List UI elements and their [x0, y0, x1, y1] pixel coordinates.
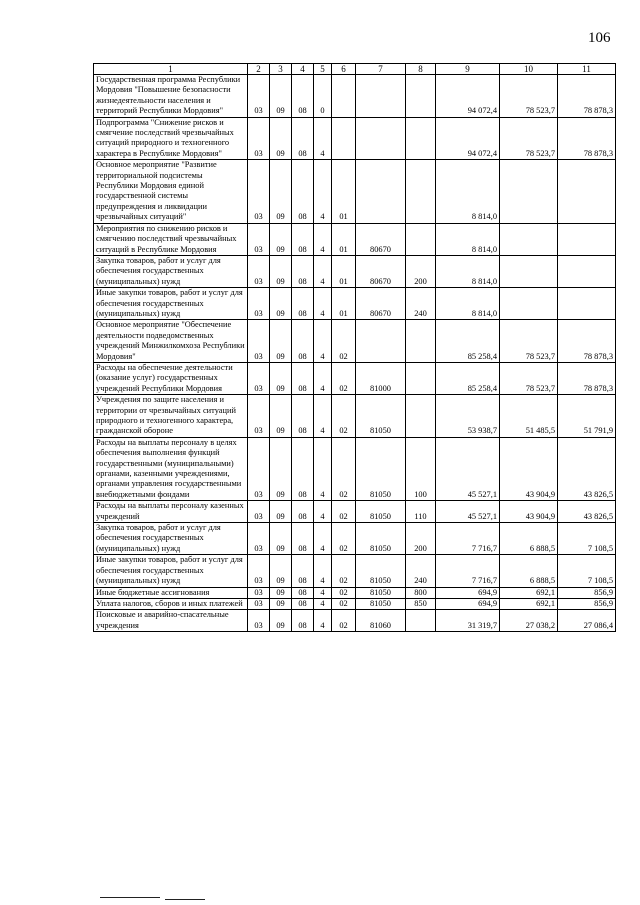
cell-program: 08: [292, 255, 314, 287]
cell-amount-3: [558, 160, 616, 223]
cell-amount-2: 78 523,7: [500, 75, 558, 118]
cell-razdel: 03: [248, 610, 270, 632]
cell-amount-3: 78 878,3: [558, 362, 616, 394]
cell-measure: 02: [332, 395, 356, 438]
cell-amount-1: 85 258,4: [436, 320, 500, 363]
table-row: [94, 320, 616, 363]
cell-direction: [356, 160, 406, 223]
cell-razdel: 03: [248, 523, 270, 555]
table-row: [94, 362, 616, 394]
cell-amount-1: 45 527,1: [436, 501, 500, 523]
cell-program: 08: [292, 587, 314, 598]
cell-subprogram: 0: [314, 75, 332, 118]
col-header-1: 1: [94, 64, 248, 75]
table-row: [94, 223, 616, 255]
cell-expense-type: [406, 75, 436, 118]
cell-podrazdel: 09: [270, 362, 292, 394]
cell-expense-type: 200: [406, 255, 436, 287]
cell-program: 08: [292, 501, 314, 523]
scan-artifact: [100, 897, 160, 898]
budget-table: [93, 63, 616, 632]
cell-subprogram: 4: [314, 395, 332, 438]
col-header-6: 6: [332, 64, 356, 75]
col-header-4: 4: [292, 64, 314, 75]
cell-amount-1: 8 814,0: [436, 255, 500, 287]
cell-subprogram: 4: [314, 362, 332, 394]
cell-direction: 81050: [356, 587, 406, 598]
cell-amount-2: 6 888,5: [500, 523, 558, 555]
cell-razdel: 03: [248, 160, 270, 223]
cell-measure: 02: [332, 587, 356, 598]
cell-program: 08: [292, 362, 314, 394]
cell-amount-2: [500, 160, 558, 223]
cell-subprogram: 4: [314, 437, 332, 500]
cell-measure: 02: [332, 523, 356, 555]
cell-razdel: 03: [248, 320, 270, 363]
table-body: [94, 75, 616, 632]
cell-subprogram: 4: [314, 501, 332, 523]
row-name: Учреждения по защите населения и территории от чрезвычайных ситуаций природного и техногенного характера, гражданской обороне: [94, 395, 248, 438]
cell-amount-1: 7 716,7: [436, 555, 500, 587]
row-name: Подпрограмма "Снижение рисков и смягчение последствий чрезвычайных ситуаций природного и техногенного характера в Республике Мордовия": [94, 117, 248, 160]
cell-subprogram: 4: [314, 610, 332, 632]
cell-measure: 02: [332, 610, 356, 632]
row-name: Расходы на выплаты персоналу казенных учреждений: [94, 501, 248, 523]
cell-amount-2: 692,1: [500, 598, 558, 609]
cell-expense-type: [406, 160, 436, 223]
cell-amount-3: 78 878,3: [558, 117, 616, 160]
table-row: [94, 610, 616, 632]
cell-subprogram: 4: [314, 598, 332, 609]
table-row: [94, 395, 616, 438]
cell-podrazdel: 09: [270, 437, 292, 500]
cell-subprogram: 4: [314, 523, 332, 555]
table-row: [94, 255, 616, 287]
cell-podrazdel: 09: [270, 598, 292, 609]
cell-amount-2: 51 485,5: [500, 395, 558, 438]
cell-subprogram: 4: [314, 117, 332, 160]
cell-amount-1: 7 716,7: [436, 523, 500, 555]
cell-expense-type: [406, 320, 436, 363]
cell-razdel: 03: [248, 362, 270, 394]
cell-expense-type: 850: [406, 598, 436, 609]
cell-razdel: 03: [248, 587, 270, 598]
cell-podrazdel: 09: [270, 555, 292, 587]
cell-measure: [332, 117, 356, 160]
cell-podrazdel: 09: [270, 160, 292, 223]
cell-program: 08: [292, 75, 314, 118]
cell-podrazdel: 09: [270, 395, 292, 438]
cell-amount-1: 694,9: [436, 598, 500, 609]
cell-razdel: 03: [248, 223, 270, 255]
row-name: Основное мероприятие "Развитие территориальной подсистемы Республики Мордовия единой государственной системы предупреждения и ликвидации чрезвычайных ситуаций": [94, 160, 248, 223]
cell-amount-2: [500, 255, 558, 287]
cell-podrazdel: 09: [270, 610, 292, 632]
cell-program: 08: [292, 610, 314, 632]
cell-razdel: 03: [248, 117, 270, 160]
cell-amount-2: [500, 288, 558, 320]
cell-razdel: 03: [248, 555, 270, 587]
row-name: Закупка товаров, работ и услуг для обеспечения государственных (муниципальных) нужд: [94, 523, 248, 555]
row-name: Иные закупки товаров, работ и услуг для обеспечения государственных (муниципальных) нужд: [94, 288, 248, 320]
row-name: Расходы на выплаты персоналу в целях обеспечения выполнения функций государственными (муниципальными) органами, казенными учреждениями, органами управления государственными внебюджетными фондами: [94, 437, 248, 500]
cell-podrazdel: 09: [270, 75, 292, 118]
cell-measure: [332, 75, 356, 118]
cell-expense-type: 100: [406, 437, 436, 500]
table-row: [94, 523, 616, 555]
cell-podrazdel: 09: [270, 587, 292, 598]
cell-amount-3: 78 878,3: [558, 320, 616, 363]
col-header-9: 9: [436, 64, 500, 75]
cell-program: 08: [292, 320, 314, 363]
cell-subprogram: 4: [314, 320, 332, 363]
cell-amount-1: 85 258,4: [436, 362, 500, 394]
row-name: Основное мероприятие "Обеспечение деятельности подведомственных учреждений Минжилкомхоза Республики Мордовия": [94, 320, 248, 363]
cell-amount-1: 8 814,0: [436, 160, 500, 223]
row-name: Закупка товаров, работ и услуг для обеспечения государственных (муниципальных) нужд: [94, 255, 248, 287]
col-header-11: 11: [558, 64, 616, 75]
cell-measure: 02: [332, 555, 356, 587]
cell-program: 08: [292, 555, 314, 587]
cell-amount-2: 692,1: [500, 587, 558, 598]
cell-measure: 02: [332, 501, 356, 523]
cell-direction: 80670: [356, 223, 406, 255]
cell-subprogram: 4: [314, 255, 332, 287]
cell-amount-2: 78 523,7: [500, 117, 558, 160]
cell-program: 08: [292, 598, 314, 609]
cell-podrazdel: 09: [270, 320, 292, 363]
col-header-2: 2: [248, 64, 270, 75]
cell-amount-3: 51 791,9: [558, 395, 616, 438]
row-name: Поисковые и аварийно-спасательные учреждения: [94, 610, 248, 632]
cell-program: 08: [292, 117, 314, 160]
cell-amount-3: 43 826,5: [558, 501, 616, 523]
cell-podrazdel: 09: [270, 523, 292, 555]
cell-podrazdel: 09: [270, 117, 292, 160]
cell-amount-2: 43 904,9: [500, 437, 558, 500]
cell-amount-3: [558, 255, 616, 287]
cell-amount-1: 31 319,7: [436, 610, 500, 632]
cell-direction: [356, 117, 406, 160]
cell-measure: 01: [332, 255, 356, 287]
table-row: [94, 75, 616, 118]
row-name: Мероприятия по снижению рисков и смягчению последствий чрезвычайных ситуаций в Республике Мордовия: [94, 223, 248, 255]
cell-program: 08: [292, 160, 314, 223]
cell-razdel: 03: [248, 255, 270, 287]
cell-expense-type: [406, 223, 436, 255]
cell-razdel: 03: [248, 395, 270, 438]
cell-measure: 02: [332, 437, 356, 500]
cell-program: 08: [292, 523, 314, 555]
cell-expense-type: 240: [406, 288, 436, 320]
cell-expense-type: [406, 610, 436, 632]
row-name: Расходы на обеспечение деятельности (оказание услуг) государственных учреждений Республики Мордовия: [94, 362, 248, 394]
cell-direction: [356, 320, 406, 363]
cell-subprogram: 4: [314, 555, 332, 587]
cell-direction: 81050: [356, 437, 406, 500]
row-name: Государственная программа Республики Мордовия "Повышение безопасности жизнедеятельности населения и территорий Республики Мордовия": [94, 75, 248, 118]
cell-amount-3: 78 878,3: [558, 75, 616, 118]
cell-amount-2: 6 888,5: [500, 555, 558, 587]
cell-amount-1: 94 072,4: [436, 117, 500, 160]
cell-amount-1: 45 527,1: [436, 437, 500, 500]
cell-expense-type: 240: [406, 555, 436, 587]
cell-subprogram: 4: [314, 587, 332, 598]
cell-measure: 02: [332, 362, 356, 394]
cell-program: 08: [292, 288, 314, 320]
cell-amount-2: 27 038,2: [500, 610, 558, 632]
table-row: [94, 117, 616, 160]
row-name: Уплата налогов, сборов и иных платежей: [94, 598, 248, 609]
cell-razdel: 03: [248, 75, 270, 118]
cell-amount-2: 78 523,7: [500, 320, 558, 363]
cell-program: 08: [292, 395, 314, 438]
cell-amount-3: [558, 223, 616, 255]
cell-razdel: 03: [248, 501, 270, 523]
cell-podrazdel: 09: [270, 288, 292, 320]
cell-measure: 01: [332, 160, 356, 223]
cell-podrazdel: 09: [270, 501, 292, 523]
cell-amount-3: 856,9: [558, 598, 616, 609]
cell-expense-type: [406, 117, 436, 160]
col-header-7: 7: [356, 64, 406, 75]
cell-amount-1: 8 814,0: [436, 288, 500, 320]
cell-subprogram: 4: [314, 160, 332, 223]
cell-podrazdel: 09: [270, 223, 292, 255]
cell-expense-type: 200: [406, 523, 436, 555]
cell-amount-1: 53 938,7: [436, 395, 500, 438]
col-header-10: 10: [500, 64, 558, 75]
table-row: [94, 501, 616, 523]
cell-expense-type: [406, 362, 436, 394]
table-row: [94, 437, 616, 500]
col-header-5: 5: [314, 64, 332, 75]
cell-direction: 81060: [356, 610, 406, 632]
cell-expense-type: [406, 395, 436, 438]
cell-razdel: 03: [248, 437, 270, 500]
cell-amount-2: [500, 223, 558, 255]
cell-expense-type: 110: [406, 501, 436, 523]
cell-measure: 01: [332, 223, 356, 255]
col-header-8: 8: [406, 64, 436, 75]
cell-direction: 80670: [356, 255, 406, 287]
cell-razdel: 03: [248, 598, 270, 609]
cell-amount-1: 694,9: [436, 587, 500, 598]
cell-measure: 02: [332, 320, 356, 363]
cell-subprogram: 4: [314, 288, 332, 320]
cell-amount-3: 7 108,5: [558, 555, 616, 587]
cell-program: 08: [292, 437, 314, 500]
cell-expense-type: 800: [406, 587, 436, 598]
cell-direction: 81050: [356, 501, 406, 523]
cell-amount-3: [558, 288, 616, 320]
cell-program: 08: [292, 223, 314, 255]
cell-amount-2: 43 904,9: [500, 501, 558, 523]
table-row: [94, 288, 616, 320]
table-row: [94, 598, 616, 609]
cell-measure: 02: [332, 598, 356, 609]
cell-amount-3: 7 108,5: [558, 523, 616, 555]
table-row: [94, 160, 616, 223]
cell-measure: 01: [332, 288, 356, 320]
table-row: [94, 587, 616, 598]
cell-amount-2: 78 523,7: [500, 362, 558, 394]
cell-direction: 80670: [356, 288, 406, 320]
cell-amount-1: 94 072,4: [436, 75, 500, 118]
cell-direction: [356, 75, 406, 118]
cell-amount-1: 8 814,0: [436, 223, 500, 255]
cell-direction: 81050: [356, 395, 406, 438]
cell-direction: 81000: [356, 362, 406, 394]
table-header-row: [94, 64, 616, 75]
cell-direction: 81050: [356, 523, 406, 555]
cell-amount-3: 856,9: [558, 587, 616, 598]
row-name: Иные бюджетные ассигнования: [94, 587, 248, 598]
cell-amount-3: 27 086,4: [558, 610, 616, 632]
table-row: [94, 555, 616, 587]
scan-artifact: [165, 899, 205, 900]
row-name: Иные закупки товаров, работ и услуг для обеспечения государственных (муниципальных) нужд: [94, 555, 248, 587]
cell-direction: 81050: [356, 598, 406, 609]
cell-direction: 81050: [356, 555, 406, 587]
cell-razdel: 03: [248, 288, 270, 320]
cell-subprogram: 4: [314, 223, 332, 255]
cell-amount-3: 43 826,5: [558, 437, 616, 500]
page-number: 106: [588, 30, 611, 46]
col-header-3: 3: [270, 64, 292, 75]
cell-podrazdel: 09: [270, 255, 292, 287]
